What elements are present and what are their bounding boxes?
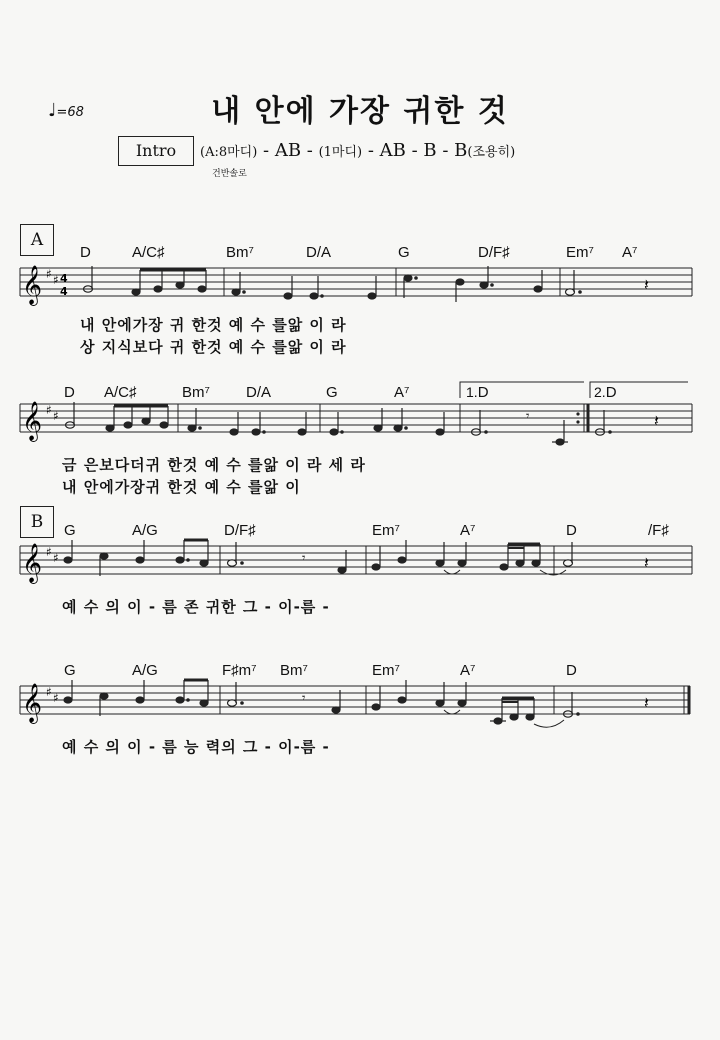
chord: D/F♯ [224,522,256,539]
lyric-line: 내 안에가장 귀 한것 예 수 를앎 이 라 [80,316,347,334]
chord: G [64,662,76,679]
svg-text:4: 4 [60,285,68,298]
sharp-icon: ♯ [46,545,52,559]
song-form: (A:8마디) - AB - (1마디) - AB - B - B(조용히) [200,140,516,161]
chord: D [80,244,91,261]
chord: G [326,384,338,401]
lyric-line: 금 은보다더귀 한것 예 수 를앎 이 라 세 라 [62,456,366,474]
quarter-rest-icon: 𝄽 [654,411,659,430]
quarter-note-icon: ♩ [48,100,57,121]
lyric-line: 예 수 의 이 - 름 존 귀한 그 - 이-름 - [62,598,330,616]
intro-label: Intro [118,136,194,166]
chord: A/G [132,662,158,679]
chord: D/A [306,244,332,261]
chord: A⁷ [394,384,410,401]
chord: A⁷ [622,244,638,261]
eighth-rest-icon: 𝄾 [526,409,530,424]
chord: G [398,244,410,261]
treble-clef-icon: 𝄞 [22,683,43,723]
treble-clef-icon: 𝄞 [22,401,43,441]
tie [444,710,460,714]
chord: D/F♯ [478,244,510,261]
quarter-rest-icon: 𝄽 [644,693,649,712]
chord: F♯m⁷ [222,662,257,679]
chord: Bm⁷ [182,384,210,401]
chord: Bm⁷ [226,244,254,261]
staff-row-4 [0,680,720,740]
chord: D [64,384,75,401]
first-ending: 1.D [466,384,489,401]
chord: Em⁷ [566,244,594,261]
section-a-label: A [20,224,54,256]
chord: Em⁷ [372,662,400,679]
treble-clef-icon: 𝄞 [22,543,43,583]
quarter-rest-icon: 𝄽 [644,553,649,572]
chord: D/A [246,384,272,401]
chord: Em⁷ [372,522,400,539]
chord: D [566,522,577,539]
sharp-icon: ♯ [53,551,59,565]
treble-clef-icon: 𝄞 [22,265,43,305]
chord: D [566,662,577,679]
eighth-rest-icon: 𝄾 [302,551,306,566]
sharp-icon: ♯ [46,685,52,699]
eighth-rest-icon: 𝄾 [302,691,306,706]
tempo-marking: ♩=68 [48,100,84,121]
chord: A/G [132,522,158,539]
sharp-icon: ♯ [53,409,59,423]
tie [444,570,460,574]
chord: Bm⁷ [280,662,308,679]
staff-row-3 [0,540,720,590]
chord: A⁷ [460,662,476,679]
song-title: 내 안에 가장 귀한 것 [211,94,509,129]
keyboard-solo-note: 건반솔로 [212,169,247,179]
chord: G [64,522,76,539]
chord: A/C♯ [104,384,137,401]
lyric-line: 상 지식보다 귀 한것 예 수 를앎 이 라 [80,338,347,356]
sharp-icon: ♯ [46,403,52,417]
chord: /F♯ [648,522,669,539]
chord: A⁷ [460,522,476,539]
quarter-rest-icon: 𝄽 [644,275,649,294]
chord: A/C♯ [132,244,165,261]
note-head [132,289,140,295]
staff-row-1 [0,262,720,312]
sharp-icon: ♯ [53,691,59,705]
second-ending: 2.D [594,384,617,401]
tie [534,720,564,727]
sharp-icon: ♯ [46,267,52,281]
lyric-line: 내 안에가장귀 한것 예 수 를앎 이 [62,478,301,496]
sharp-icon: ♯ [53,273,59,287]
staff-row-2 [0,398,720,458]
time-signature: 4 [60,272,68,285]
section-b-label: B [20,506,54,538]
lyric-line: 예 수 의 이 - 름 능 력의 그 - 이-름 - [62,738,330,756]
